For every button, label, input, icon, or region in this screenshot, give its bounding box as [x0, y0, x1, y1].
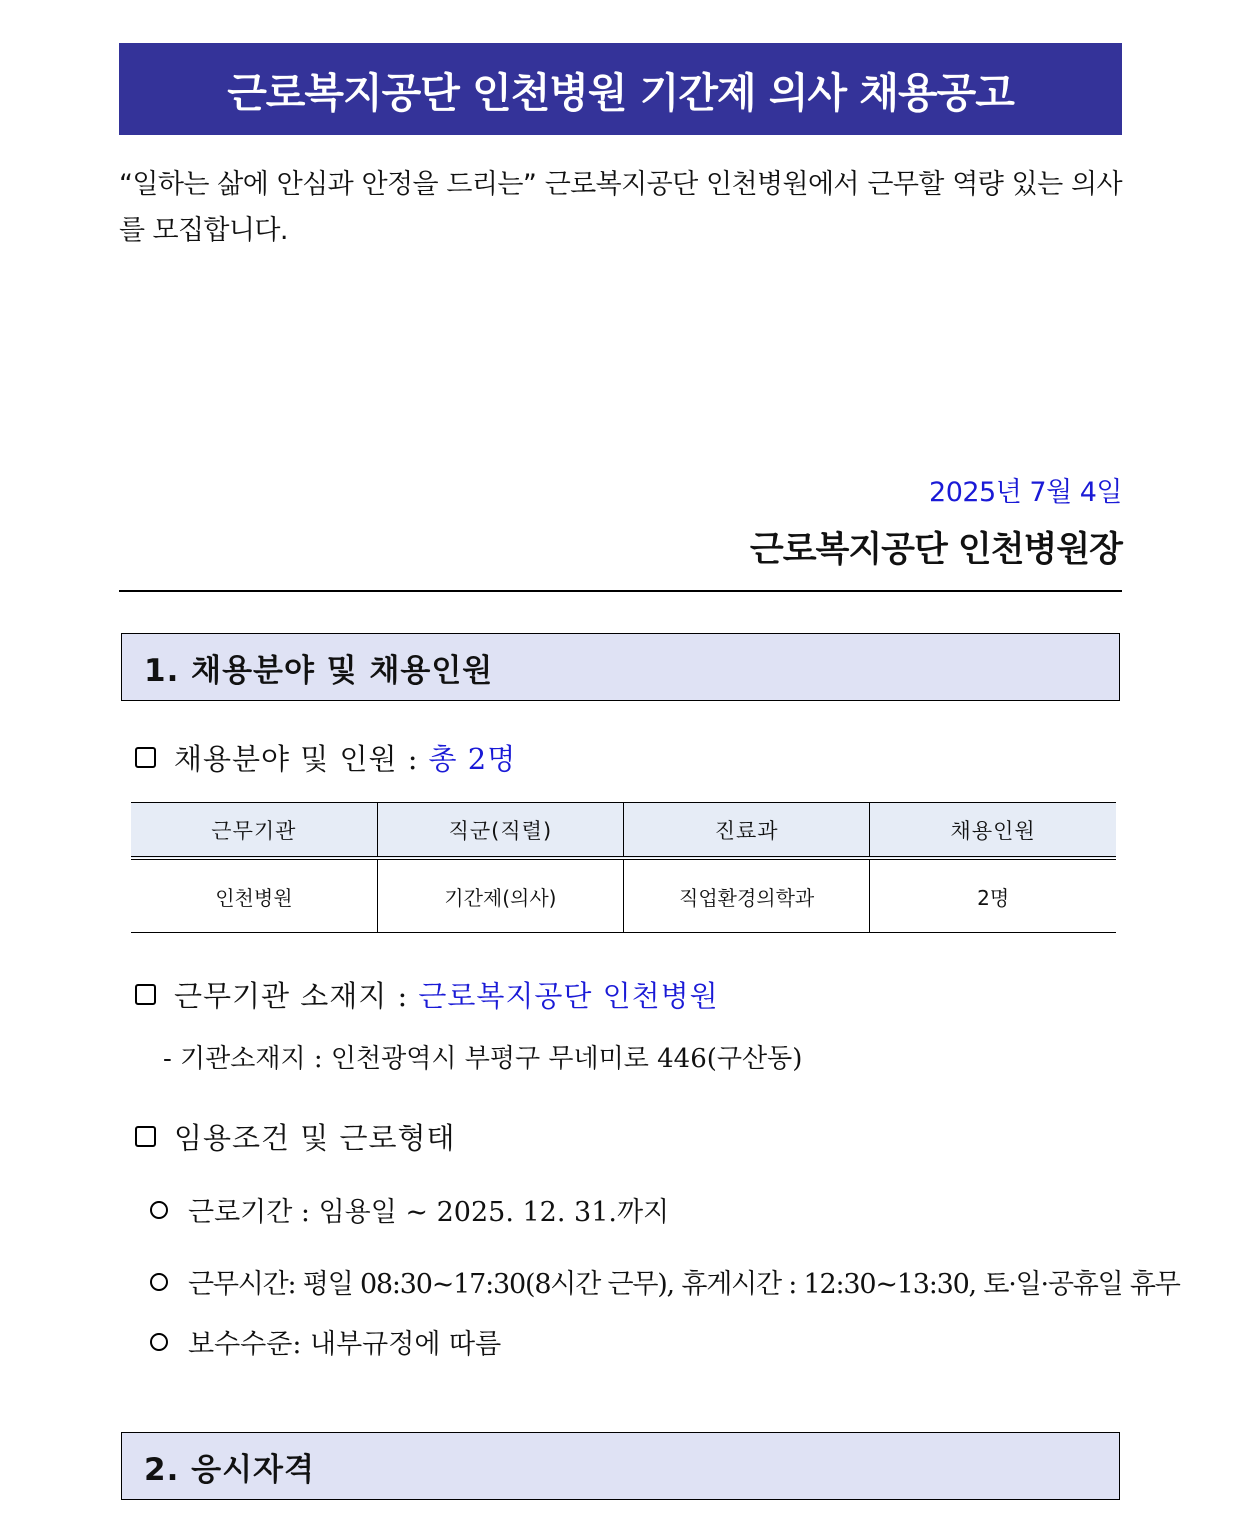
- condition-item-text: 근로기간 : 임용일 ~ 2025. 12. 31.까지: [188, 1197, 670, 1228]
- conditions-line: [135, 1116, 456, 1157]
- cell-headcount: 2명: [870, 858, 1116, 933]
- col-header-headcount: 채용인원: [870, 803, 1116, 859]
- intro-paragraph: “일하는 삶에 안심과 안정을 드리는” 근로복지공단 인천병원에서 근무할 역량 있는 의사를 모집합니다.: [119, 169, 1122, 246]
- circle-bullet-icon: [150, 1333, 168, 1351]
- conditions-label: 임용조건 및 근로형태: [174, 1121, 456, 1155]
- table-row: [131, 858, 1116, 933]
- condition-item: [150, 1190, 669, 1229]
- table-header-row: [131, 803, 1116, 859]
- cell-agency: 인천병원: [131, 858, 377, 933]
- page-title: 근로복지공단 인천병원 기간제 의사 채용공고: [227, 68, 1014, 117]
- section-title-1: 1. 채용분야 및 채용인원: [144, 652, 494, 689]
- col-header-job-group: 직군(직렬): [377, 803, 623, 859]
- square-bullet-icon: [135, 984, 156, 1005]
- cell-department: 직업환경의학과: [624, 858, 870, 933]
- title-banner: [119, 43, 1122, 135]
- location-label: 근무기관 소재지 :: [174, 979, 409, 1013]
- section-header-2: [121, 1432, 1120, 1500]
- condition-item: [150, 1262, 1180, 1301]
- cell-job-group: 기간제(의사): [377, 858, 623, 933]
- square-bullet-icon: [135, 1126, 156, 1147]
- condition-item-text: 근무시간: 평일 08:30~17:30(8시간 근무), 휴게시간 : 12:30~13:30, 토·일·공휴일 휴무: [188, 1269, 1180, 1300]
- issuer-signature: 근로복지공단 인천병원장: [749, 530, 1122, 570]
- recruit-total-value: 총 2명: [428, 742, 517, 776]
- notice-date: 2025년 7월 4일: [929, 477, 1122, 508]
- section-header-1: [121, 633, 1120, 701]
- divider: [119, 590, 1122, 592]
- condition-item: [150, 1322, 501, 1361]
- recruit-fields-line: [135, 737, 516, 778]
- recruit-table: [131, 802, 1116, 933]
- circle-bullet-icon: [150, 1273, 168, 1291]
- address-line: - 기관소재지 : 인천광역시 부평구 무네미로 446(구산동): [163, 1044, 803, 1074]
- recruit-fields-label: 채용분야 및 인원 :: [174, 742, 419, 776]
- circle-bullet-icon: [150, 1201, 168, 1219]
- location-value: 근로복지공단 인천병원: [418, 979, 719, 1013]
- condition-item-text: 보수수준: 내부규정에 따름: [188, 1329, 502, 1360]
- location-line: [135, 974, 719, 1015]
- square-bullet-icon: [135, 747, 156, 768]
- col-header-agency: 근무기관: [131, 803, 377, 859]
- section-title-2: 2. 응시자격: [144, 1451, 315, 1488]
- col-header-department: 진료과: [624, 803, 870, 859]
